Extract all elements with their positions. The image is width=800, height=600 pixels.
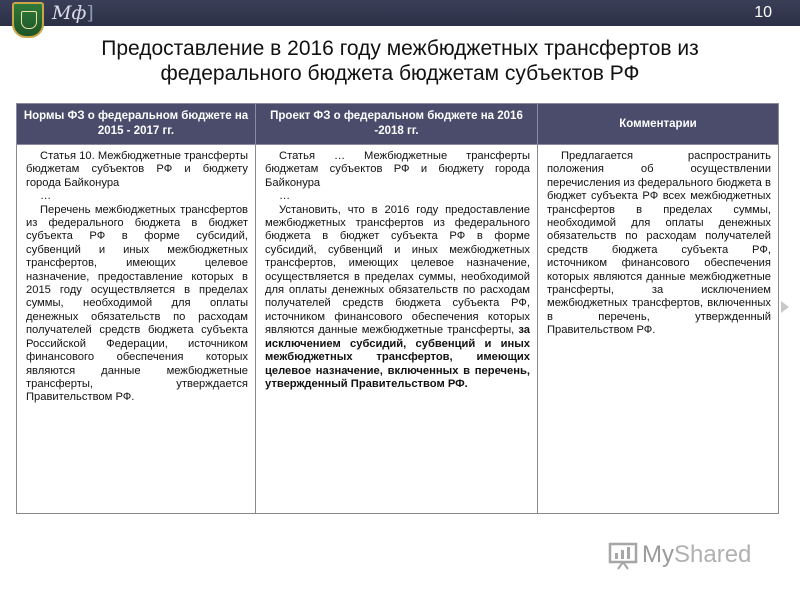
table-header-row [17,104,779,145]
current-law-article: Статья 10. Межбюджетные трансферты бюджетам субъектов РФ и бюджету города Байконура [26,150,248,189]
title-line-2: федерального бюджета бюджетам субъектов РФ [160,62,640,85]
watermark-shared: Shared [674,541,752,568]
ministry-logo-text [52,2,94,24]
next-slide-arrow-icon[interactable] [780,300,790,314]
cell-draft-law [256,145,538,514]
watermark-text [642,542,751,568]
cell-current-law [17,145,256,514]
current-law-text: Перечень межбюджетных трансфертов из федерального бюджета в бюджет субъекта РФ в форме субсидий, субвенций и иных межбюджетных трансфертов, имеющих целевое назначение, предоставление которых в 2015 году осуществляется в пределах суммы, необходимой для оплаты денежных обязательств по расходам получателей средств бюджета субъекта Российской Федерации, источником финансового обеспечения которых являются данные межбюджетные трансферты, утверждается Правительством РФ. [26,203,248,404]
logo-bracket: ] [86,2,94,24]
draft-law-ellipsis: … [279,190,291,203]
cell-comments [538,145,779,514]
header-draft-law: Проект ФЗ о федеральном бюджете на 2016 -2018 гг. [256,104,538,145]
current-law-ellipsis: … [40,190,52,203]
draft-law-text-regular: Установить, что в 2016 году предоставление межбюджетных трансфертов из федерального бюджета в бюджет субъекта РФ в форме субсидий, субвенций и иных межбюджетных трансфертов, имеющих целевое назначение, осуществляется в пределах суммы, необходимой для оплаты денежных обязательств по расходам получателей средств бюджета субъекта РФ, источником финансового обеспечения которых являются данные межбюджетные трансферты, [265,203,530,337]
table-row [17,145,779,514]
draft-law-text [265,204,530,392]
ministry-emblem-icon [12,2,44,38]
draft-law-article: Статья … Межбюджетные трансферты бюджетам субъектов РФ и бюджету города Байконура [265,150,530,189]
header-comments: Комментарии [538,104,779,145]
slide-number: 10 [754,4,772,21]
comment-text: Предлагается распространить положения об осуществлении перечисления из федерального бюджета в бюджет субъекта РФ всех межбюджетных трансфертов в пределах суммы, необходимой для оплаты денежных обязательств по расходам получателей средств бюджета субъекта РФ, источником финансового обеспечения которых являются данные межбюджетные трансферты, за исключением межбюджетных трансфертов, включенных в перечень, утвержденный Правительством РФ. [547,150,771,337]
header-current-law: Нормы ФЗ о федеральном бюджете на 2015 - 2017 гг. [17,104,256,145]
top-bar [0,0,800,26]
title-line-1: Предоставление в 2016 году межбюджетных трансфертов из [101,37,699,60]
presentation-board-icon [608,540,638,570]
draft-law-text-bold: за исключением субсидий, субвенций и иных межбюджетных трансфертов, имеющих целевое назначение, включенных в перечень, утвержденный Правительством РФ. [265,324,530,390]
emblem-shield [21,11,37,29]
comparison-table [16,103,779,514]
logo-letters: Мф [52,2,87,24]
slide-title [30,36,770,86]
watermark-my: My [642,541,674,568]
